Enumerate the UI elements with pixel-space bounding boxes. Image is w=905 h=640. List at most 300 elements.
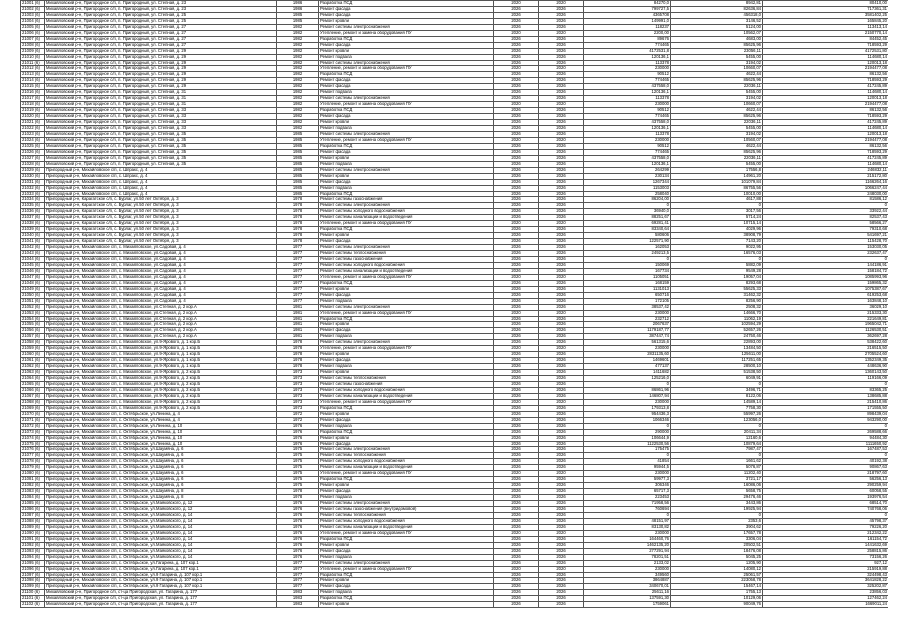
build-year-cell: 1975 <box>277 471 319 477</box>
build-year-cell: 1977 <box>277 292 319 298</box>
fund-cost-cell: 0 <box>671 382 763 388</box>
fund-cost-cell: 3443,86 <box>671 501 763 507</box>
work-type-cell: Разработка ПСД <box>319 108 494 114</box>
work-type-cell: Ремонт подвала <box>319 185 494 191</box>
fund-cost-cell: 3306,04 <box>671 536 763 542</box>
record-number-cell: 21024 (6) <box>21 137 45 143</box>
build-year-cell: 1977 <box>277 268 319 274</box>
build-year-cell: 1977 <box>277 560 319 566</box>
balance-cost-cell: 0 <box>763 203 889 209</box>
total-cost-cell: 290000 <box>584 429 671 435</box>
balance-cost-cell: 80410,00 <box>763 1 889 7</box>
total-cost-cell: 258040 <box>584 191 671 197</box>
plan-year-end-cell: 2026 <box>539 292 584 298</box>
total-cost-cell: 223453 <box>584 495 671 501</box>
record-number-cell: 21059 (6) <box>21 346 45 352</box>
work-type-cell: Разработка ПСД <box>319 429 494 435</box>
record-number-cell: 21021 (6) <box>21 120 45 126</box>
plan-year-end-cell: 2020 <box>539 1 584 7</box>
total-cost-cell: 230000 <box>584 471 671 477</box>
fund-cost-cell: 5455,00 <box>671 54 763 60</box>
total-cost-cell: 162053 <box>584 245 671 251</box>
record-number-cell: 21026 (6) <box>21 149 45 155</box>
fund-cost-cell: 16576,03 <box>671 251 763 257</box>
work-type-cell: Ремонт кровли <box>319 233 494 239</box>
plan-year-cell: 2026 <box>494 161 539 167</box>
plan-year-cell: 2026 <box>494 6 539 12</box>
balance-cost-cell: 1066247,44 <box>763 185 889 191</box>
address-cell: Пригородный р-н, Михайловское с/п, с. Михайловское, ул.Садовая, д. 4 <box>45 251 277 257</box>
work-type-cell: Ремонт фасада <box>319 584 494 590</box>
build-year-cell: 1973 <box>277 393 319 399</box>
address-cell: Михайловский р-н, Пригородное с/п, п. Пригородный, ул. Степная, д. 35 <box>45 137 277 143</box>
record-number-cell: 21001 (6) <box>21 1 45 7</box>
total-cost-cell: 774465 <box>584 149 671 155</box>
fund-cost-cell: 5076,87 <box>671 465 763 471</box>
plan-year-end-cell: 2026 <box>539 441 584 447</box>
plan-year-end-cell: 2026 <box>539 304 584 310</box>
plan-year-cell: 2026 <box>494 489 539 495</box>
build-year-cell: 1978 <box>277 352 319 358</box>
balance-cost-cell: 127462,24 <box>763 596 889 602</box>
build-year-cell: 1976 <box>277 542 319 548</box>
build-year-cell: 1975 <box>277 459 319 465</box>
record-number-cell: 21088 (6) <box>21 518 45 524</box>
work-type-cell: Утепление, ремонт и замена оборудования ПУ <box>319 310 494 316</box>
build-year-cell: 1982 <box>277 96 319 102</box>
record-number-cell: 21018 (6) <box>21 102 45 108</box>
total-cost-cell: 650716 <box>584 292 671 298</box>
plan-year-end-cell: 2026 <box>539 268 584 274</box>
build-year-cell: 1976 <box>277 524 319 530</box>
plan-year-end-cell: 2026 <box>539 96 584 102</box>
record-number-cell: 21029 (6) <box>21 167 45 173</box>
total-cost-cell: 88251,67 <box>584 215 671 221</box>
fund-cost-cell: 9549,28 <box>671 268 763 274</box>
total-cost-cell: 774465 <box>584 114 671 120</box>
work-type-cell: Ремонт системы канализации и водоотведения <box>319 465 494 471</box>
fund-cost-cell: 19925,94 <box>671 507 763 513</box>
balance-cost-cell: 60058,55 <box>763 489 889 495</box>
plan-year-cell: 2026 <box>494 24 539 30</box>
build-year-cell: 1977 <box>277 584 319 590</box>
work-type-cell: Ремонт кровли <box>319 542 494 548</box>
fund-cost-cell: 14589,14 <box>671 399 763 405</box>
work-type-cell: Утепление, ремонт и замена оборудования ПУ <box>319 566 494 572</box>
balance-cost-cell: 215410,86 <box>763 399 889 405</box>
record-number-cell: 21058 (6) <box>21 340 45 346</box>
work-type-cell: Ремонт подвала <box>319 90 494 96</box>
balance-cost-cell: 161154,72 <box>763 536 889 542</box>
balance-cost-cell: 218797,60 <box>763 471 889 477</box>
address-cell: Михайловский р-н, Пригородное с/п, п. Пригородный, ул. Степная, д. 27 <box>45 30 277 36</box>
work-type-cell: Ремонт кровли <box>319 173 494 179</box>
total-cost-cell: 4365708 <box>584 12 671 18</box>
fund-cost-cell: 14961,20 <box>671 173 763 179</box>
balance-cost-cell: 718593,29 <box>763 78 889 84</box>
work-type-cell: Ремонт системы канализации и водоотведения <box>319 215 494 221</box>
work-type-cell: Ремонт фасада <box>319 179 494 185</box>
build-year-cell: 1982 <box>277 24 319 30</box>
total-cost-cell: 90512 <box>584 143 671 149</box>
plan-year-end-cell: 2026 <box>539 84 584 90</box>
build-year-cell: 1972 <box>277 417 319 423</box>
record-number-cell: 21098 (6) <box>21 578 45 584</box>
plan-year-end-cell: 2026 <box>539 251 584 257</box>
work-type-cell: Ремонт кровли <box>319 286 494 292</box>
balance-cost-cell: 1075387,67 <box>763 286 889 292</box>
work-type-cell: Ремонт системы холодного водоснабжения <box>319 262 494 268</box>
plan-year-end-cell: 2026 <box>539 149 584 155</box>
address-cell: Пригородный р-н, Михайловское с/п, с. Шпракс, д. 4 <box>45 185 277 191</box>
build-year-cell: 1977 <box>277 251 319 257</box>
plan-year-cell: 2026 <box>494 548 539 554</box>
address-cell: Михайловский р-н, Пригородное с/п, п. Пригородный, ул. Степная, д. 35 <box>45 143 277 149</box>
record-number-cell: 21067 (6) <box>21 393 45 399</box>
build-year-cell: 1982 <box>277 120 319 126</box>
record-number-cell: 21053 (6) <box>21 310 45 316</box>
fund-cost-cell: 7987,47 <box>671 447 763 453</box>
record-number-cell: 21080 (6) <box>21 471 45 477</box>
work-type-cell: Разработка ПСД <box>319 191 494 197</box>
fund-cost-cell: 10010,00 <box>671 191 763 197</box>
work-type-cell: Ремонт фасада <box>319 489 494 495</box>
record-number-cell: 21102 (6) <box>21 602 45 608</box>
fund-cost-cell: 10560,07 <box>671 137 763 143</box>
plan-year-cell: 2026 <box>494 298 539 304</box>
record-number-cell: 21063 (6) <box>21 370 45 376</box>
address-cell: Михайловский р-н, Пригородное с/п, п. Пригородный, ул. Степная, д. 35 <box>45 131 277 137</box>
total-cost-cell: 120136,1 <box>584 54 671 60</box>
plan-year-cell: 2026 <box>494 596 539 602</box>
balance-cost-cell: 215172,80 <box>763 173 889 179</box>
build-year-cell: 1978 <box>277 364 319 370</box>
record-number-cell: 21050 (6) <box>21 292 45 298</box>
total-cost-cell: 4172531,8 <box>584 48 671 54</box>
address-cell: Пригородный р-н, Карагатское с/п, с. Бурлаг, ул.50 лет Октября, д. 3 <box>45 221 277 227</box>
build-year-cell: 1982 <box>277 42 319 48</box>
build-year-cell: 1982 <box>277 66 319 72</box>
plan-year-cell: 2026 <box>494 245 539 251</box>
plan-year-cell: 2026 <box>494 465 539 471</box>
total-cost-cell: 118237 <box>584 24 671 30</box>
fund-cost-cell: 0 <box>671 453 763 459</box>
plan-year-end-cell: 2026 <box>539 411 584 417</box>
record-number-cell: 21044 (6) <box>21 256 45 262</box>
work-type-cell: Ремонт системы электроснабжения <box>319 24 494 30</box>
plan-year-cell: 2026 <box>494 227 539 233</box>
record-number-cell: 21009 (6) <box>21 48 45 54</box>
fund-cost-cell: 28500,10 <box>671 364 763 370</box>
plan-year-cell: 2020 <box>494 274 539 280</box>
address-cell: Михайловский р-н, Пригородное с/п, п. Пригородный, ул. Степная, д. 25 <box>45 12 277 18</box>
address-cell: Пригородный р-н, Карагатское с/п, с. Бурлаг, ул.50 лет Октября, д. 3 <box>45 233 277 239</box>
balance-cost-cell: 40192,38 <box>763 459 889 465</box>
address-cell: Пригородный р-н, Михайловское с/п, с. Михайловское, ул.Садовая, д. 4 <box>45 280 277 286</box>
address-cell: Пригородный р-н, Михайловское с/п, с. Октябрьское, ул.Маяковского, д. 14 <box>45 548 277 554</box>
plan-year-cell: 2026 <box>494 54 539 60</box>
balance-cost-cell: 246832,11 <box>763 167 889 173</box>
fund-cost-cell: 4622,44 <box>671 108 763 114</box>
address-cell: Пригородный р-н, Михайловское с/п, с. Михайловское, ул.9-Ярового, д. 2 кор.Б <box>45 387 277 393</box>
total-cost-cell: 2200,00 <box>584 30 671 36</box>
build-year-cell: 1982 <box>277 102 319 108</box>
plan-year-end-cell: 2020 <box>539 399 584 405</box>
plan-year-end-cell: 2026 <box>539 382 584 388</box>
balance-cost-cell: 718593,29 <box>763 114 889 120</box>
balance-cost-cell: 120013,18 <box>763 131 889 137</box>
address-cell: Пригородный р-н, Михайловское с/п, с. Октябрьское, ул.Ленина, д. 4 <box>45 417 277 423</box>
plan-year-cell: 2026 <box>494 42 539 48</box>
balance-cost-cell: 120013,18 <box>763 96 889 102</box>
work-type-cell: Утепление, ремонт и замена оборудования ПУ <box>319 530 494 536</box>
plan-year-cell: 2026 <box>494 304 539 310</box>
build-year-cell: 1985 <box>277 185 319 191</box>
balance-cost-cell: 269588,66 <box>763 429 889 435</box>
build-year-cell: 1986 <box>277 1 319 7</box>
balance-cost-cell: 158184,72 <box>763 268 889 274</box>
work-type-cell: Ремонт системы электроснабжения <box>319 501 494 507</box>
plan-year-end-cell: 2026 <box>539 387 584 393</box>
total-cost-cell: 277291,94 <box>584 548 671 554</box>
balance-cost-cell: 258815,86 <box>763 548 889 554</box>
work-type-cell: Ремонт системы электроснабжения <box>319 131 494 137</box>
fund-cost-cell: 52657,26 <box>671 328 763 334</box>
work-type-cell: Утепление, ремонт и замена оборудования ПУ <box>319 66 494 72</box>
balance-cost-cell: 0 <box>763 423 889 429</box>
address-cell: Пригородный р-н, Карагатское с/п, с. Бурлаг, ул.50 лет Октября, д. 3 <box>45 239 277 245</box>
balance-cost-cell: 943290,00 <box>763 417 889 423</box>
fund-cost-cell: 7143,20 <box>671 239 763 245</box>
work-type-cell: Ремонт системы теплоснабжения <box>319 512 494 518</box>
work-type-cell: Ремонт фасада <box>319 42 494 48</box>
fund-cost-cell: 90049,76 <box>671 602 763 608</box>
build-year-cell: 1982 <box>277 114 319 120</box>
plan-year-cell: 2026 <box>494 560 539 566</box>
address-cell: Михайловский р-н, Пригородное с/п, п. Пригородный, ул. Степная, д. 29 <box>45 72 277 78</box>
address-cell: Пригородный р-н, Михайловское с/п, с. Михайловское, ул.Степная, д. 2 кор.А <box>45 316 277 322</box>
plan-year-end-cell: 2026 <box>539 477 584 483</box>
total-cost-cell: 89676 <box>584 36 671 42</box>
balance-cost-cell: 114680,14 <box>763 161 889 167</box>
balance-cost-cell: 56256,13 <box>763 477 889 483</box>
address-cell: Пригородный р-н, Михайловское с/п, с. Октябрьское, ул.Гагарина, д. 107 кор.1 <box>45 560 277 566</box>
plan-year-cell: 2020 <box>494 221 539 227</box>
plan-year-end-cell: 2026 <box>539 328 584 334</box>
address-cell: Пригородный р-н, Михайловское с/п, с. Михайловское, ул.Садовая, д. 4 <box>45 274 277 280</box>
fund-cost-cell: 38908,79 <box>671 233 763 239</box>
address-cell: Пригородный р-н, Михайловское с/п, с. Октябрьское, ул.9 Гагарина, д. 107 кор.1 <box>45 584 277 590</box>
address-cell: Пригородный р-н, Михайловское с/п, с. Михайловское, ул.Степная, д. 2 кор.А <box>45 304 277 310</box>
address-cell: Михайловский р-н, Пригородное с/п, п. Пригородный, ул. Степная, д. 33 <box>45 108 277 114</box>
plan-year-cell: 2026 <box>494 364 539 370</box>
total-cost-cell: 230000 <box>584 102 671 108</box>
record-number-cell: 21031 (6) <box>21 179 45 185</box>
plan-year-end-cell: 2026 <box>539 334 584 340</box>
plan-year-cell: 2026 <box>494 251 539 257</box>
balance-cost-cell: 0 <box>763 256 889 262</box>
plan-year-cell: 2020 <box>494 30 539 36</box>
plan-year-cell: 2026 <box>494 12 539 18</box>
plan-year-cell: 2026 <box>494 256 539 262</box>
build-year-cell: 1978 <box>277 209 319 215</box>
plan-year-end-cell: 2026 <box>539 322 584 328</box>
build-year-cell: 1972 <box>277 411 319 417</box>
record-number-cell: 21074 (6) <box>21 435 45 441</box>
plan-year-cell: 2026 <box>494 512 539 518</box>
record-number-cell: 21041 (6) <box>21 239 45 245</box>
plan-year-end-cell: 2026 <box>539 554 584 560</box>
record-number-cell: 21010 (6) <box>21 54 45 60</box>
fund-cost-cell: 85625,96 <box>671 149 763 155</box>
fund-cost-cell: 5455,00 <box>671 90 763 96</box>
plan-year-end-cell: 2026 <box>539 405 584 411</box>
address-cell: Пригородный р-н, Михайловское с/п, с. Октябрьское, ул.Маяковского, д. 14 <box>45 542 277 548</box>
work-type-cell: Утепление, ремонт и замена оборудования ПУ <box>319 221 494 227</box>
balance-cost-cell: 4172531,80 <box>763 48 889 54</box>
record-number-cell: 21089 (6) <box>21 524 45 530</box>
total-cost-cell: 387447,74 <box>584 334 671 340</box>
address-cell: Пригородный р-н, Михайловское с/п, с. Михайловское, ул.9-Ярового, д. 2 кор.Б <box>45 405 277 411</box>
total-cost-cell: 0 <box>584 423 671 429</box>
balance-cost-cell: 718593,29 <box>763 149 889 155</box>
plan-year-end-cell: 2026 <box>539 161 584 167</box>
address-cell: Михайловский р-н, Пригородное с/п, п. Пригородный, ул. Степная, д. 29 <box>45 78 277 84</box>
plan-year-end-cell: 2026 <box>539 126 584 132</box>
work-type-cell: Ремонт фасада <box>319 78 494 84</box>
address-cell: Пригородный р-н, Михайловское с/п, с. Октябрьское, ул.Маяковского, д. 14 <box>45 524 277 530</box>
work-type-cell: Ремонт кровли <box>319 483 494 489</box>
address-cell: Пригородный р-н, Михайловское с/п, с. Михайловское, ул.Садовая, д. 4 <box>45 256 277 262</box>
record-number-cell: 21055 (6) <box>21 322 45 328</box>
total-cost-cell: 954436,3 <box>584 411 671 417</box>
plan-year-cell: 2026 <box>494 78 539 84</box>
record-number-cell: 21057 (6) <box>21 334 45 340</box>
fund-cost-cell: 4622,44 <box>671 72 763 78</box>
build-year-cell: 1981 <box>277 310 319 316</box>
fund-cost-cell: 85625,96 <box>671 78 763 84</box>
total-cost-cell: 164460,76 <box>584 536 671 542</box>
plan-year-cell: 2026 <box>494 96 539 102</box>
work-type-cell: Ремонт системы электроснабжения <box>319 96 494 102</box>
address-cell: Михайловский р-н, Пригородное с/п, п. Пригородный, ул. Степная, д. 29 <box>45 60 277 66</box>
fund-cost-cell: 3146,52 <box>671 18 763 24</box>
plan-year-end-cell: 2020 <box>539 137 584 143</box>
balance-cost-cell: 1085993,96 <box>763 274 889 280</box>
address-cell: Пригородный р-н, Михайловское с/п, с. Октябрьское, ул.Ленина, д. 10 <box>45 435 277 441</box>
fund-cost-cell: 9022,95 <box>671 245 763 251</box>
plan-year-end-cell: 2026 <box>539 48 584 54</box>
fund-cost-cell: 8256,90 <box>671 298 763 304</box>
address-cell: Пригородный р-н, Михайловское с/п, с. Октябрьское, ул.Маяковского, д. 14 <box>45 536 277 542</box>
total-cost-cell: 230134 <box>584 173 671 179</box>
record-number-cell: 21048 (6) <box>21 280 45 286</box>
plan-year-end-cell: 2026 <box>539 501 584 507</box>
total-cost-cell: 1267344 <box>584 179 671 185</box>
record-number-cell: 21020 (6) <box>21 114 45 120</box>
build-year-cell: 1981 <box>277 322 319 328</box>
record-number-cell: 21078 (6) <box>21 459 45 465</box>
address-cell: Михайловский р-н, Пригородное с/п, п. Пригородный, ул. Степная, д. 35 <box>45 161 277 167</box>
plan-year-cell: 2020 <box>494 399 539 405</box>
work-type-cell: Ремонт кровли <box>319 48 494 54</box>
record-number-cell: 21013 (6) <box>21 72 45 78</box>
work-type-cell: Ремонт кровли <box>319 352 494 358</box>
table-body <box>21 1 889 608</box>
plan-year-cell: 2026 <box>494 316 539 322</box>
build-year-cell: 1975 <box>277 477 319 483</box>
plan-year-cell: 2026 <box>494 554 539 560</box>
balance-cost-cell: 82537,43 <box>763 215 889 221</box>
work-type-cell: Ремонт фасада <box>319 114 494 120</box>
work-type-cell: Ремонт системы канализации и водоотведения <box>319 393 494 399</box>
fund-cost-cell: 2353,6 <box>671 518 763 524</box>
build-year-cell: 1982 <box>277 78 319 84</box>
record-number-cell: 21065 (6) <box>21 382 45 388</box>
record-number-cell: 21032 (6) <box>21 185 45 191</box>
work-type-cell: Ремонт системы газоснабжения <box>319 197 494 203</box>
plan-year-end-cell: 2026 <box>539 584 584 590</box>
record-number-cell: 21101 (6) <box>21 596 45 602</box>
fund-cost-cell: 85625,96 <box>671 42 763 48</box>
fund-cost-cell: 10715,14 <box>671 221 763 227</box>
work-type-cell: Ремонт подвала <box>319 495 494 501</box>
balance-cost-cell: 86132,56 <box>763 72 889 78</box>
plan-year-end-cell: 2026 <box>539 245 584 251</box>
fund-cost-cell: 20502,51 <box>671 542 763 548</box>
plan-year-end-cell: 2026 <box>539 227 584 233</box>
address-cell: Михайловский р-н, Пригородное с/п, п. Пригородный, ул. Степная, д. 27 <box>45 42 277 48</box>
record-number-cell: 21092 (6) <box>21 542 45 548</box>
record-number-cell: 21077 (6) <box>21 453 45 459</box>
address-cell: Михайловский р-н, Пригородное с/п, п. Пригородный, ул. Степная, д. 35 <box>45 155 277 161</box>
address-cell: Пригородный р-н, Михайловское с/п, с. Михайловское, ул.Степная, д. 2 кор.А <box>45 328 277 334</box>
balance-cost-cell: 79226,20 <box>763 524 889 530</box>
work-type-cell: Утепление, ремонт и замена оборудования ПУ <box>319 30 494 36</box>
work-type-cell: Ремонт системы электроснабжения <box>319 203 494 209</box>
total-cost-cell: 774465 <box>584 78 671 84</box>
plan-year-cell: 2026 <box>494 167 539 173</box>
build-year-cell: 1975 <box>277 483 319 489</box>
work-type-cell: Ремонт подвала <box>319 298 494 304</box>
total-cost-cell: 1105051 <box>584 274 671 280</box>
balance-cost-cell: 58566,27 <box>763 221 889 227</box>
fund-cost-cell: 86755,56 <box>671 185 763 191</box>
balance-cost-cell: 898439,04 <box>763 411 889 417</box>
build-year-cell: 1985 <box>277 179 319 185</box>
build-year-cell: 1982 <box>277 54 319 60</box>
work-type-cell: Ремонт подвала <box>319 554 494 560</box>
plan-year-cell: 2026 <box>494 423 539 429</box>
work-type-cell: Ремонт фасада <box>319 292 494 298</box>
total-cost-cell: 168159 <box>584 280 671 286</box>
record-number-cell: 21083 (6) <box>21 489 45 495</box>
plan-year-end-cell: 2026 <box>539 108 584 114</box>
record-number-cell: 21008 (6) <box>21 42 45 48</box>
plan-year-end-cell: 2026 <box>539 24 584 30</box>
fund-cost-cell: 10129,06 <box>671 596 763 602</box>
address-cell: Пригородный р-н, Михайловское с/п, с. Михайловское, ул.9-Ярового, д. 1 кор.Б <box>45 352 277 358</box>
total-cost-cell: 120136,1 <box>584 161 671 167</box>
fund-cost-cell: 4683,00 <box>671 36 763 42</box>
record-number-cell: 21004 (6) <box>21 18 45 24</box>
record-number-cell: 21003 (6) <box>21 12 45 18</box>
plan-year-cell: 2026 <box>494 393 539 399</box>
plan-year-cell: 2026 <box>494 48 539 54</box>
total-cost-cell: 1131013 <box>584 286 671 292</box>
build-year-cell: 1982 <box>277 60 319 66</box>
build-year-cell: 1985 <box>277 149 319 155</box>
